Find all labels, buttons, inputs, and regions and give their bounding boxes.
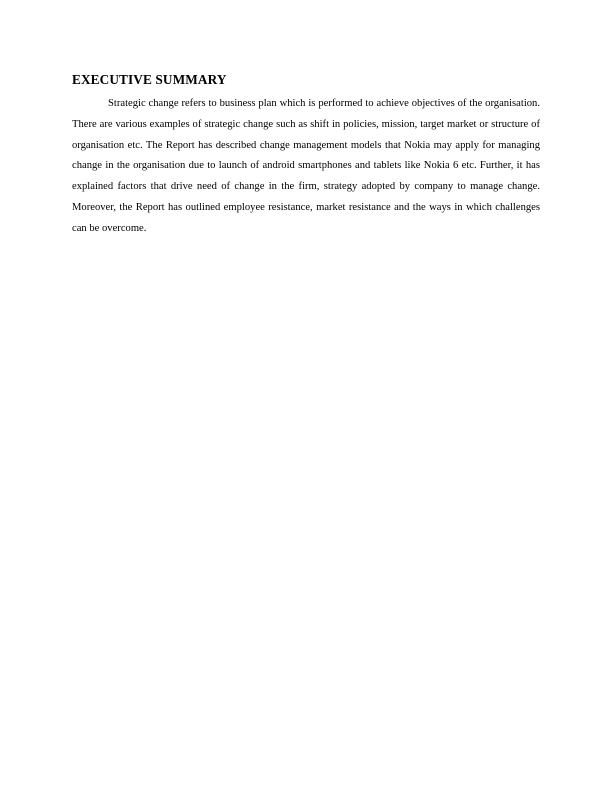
document-content bbox=[72, 71, 540, 240]
section-heading: EXECUTIVE SUMMARY bbox=[72, 72, 227, 87]
summary-paragraph: Strategic change refers to business plan which is performed to achieve objectives of the organisation. There are various examples of strategic change such as shift in policies, mission, target market or structure of organisation etc. The Report has described change management models that Nokia may apply for managing change in the organisation due to launch of android smartphones and tablets like Nokia 6 etc. Further, it has explained factors that drive need of change in the firm, strategy adopted by company to manage change. Moreover, the Report has outlined employee resistance, market resistance and the ways in which challenges can be overcome. bbox=[72, 98, 540, 234]
